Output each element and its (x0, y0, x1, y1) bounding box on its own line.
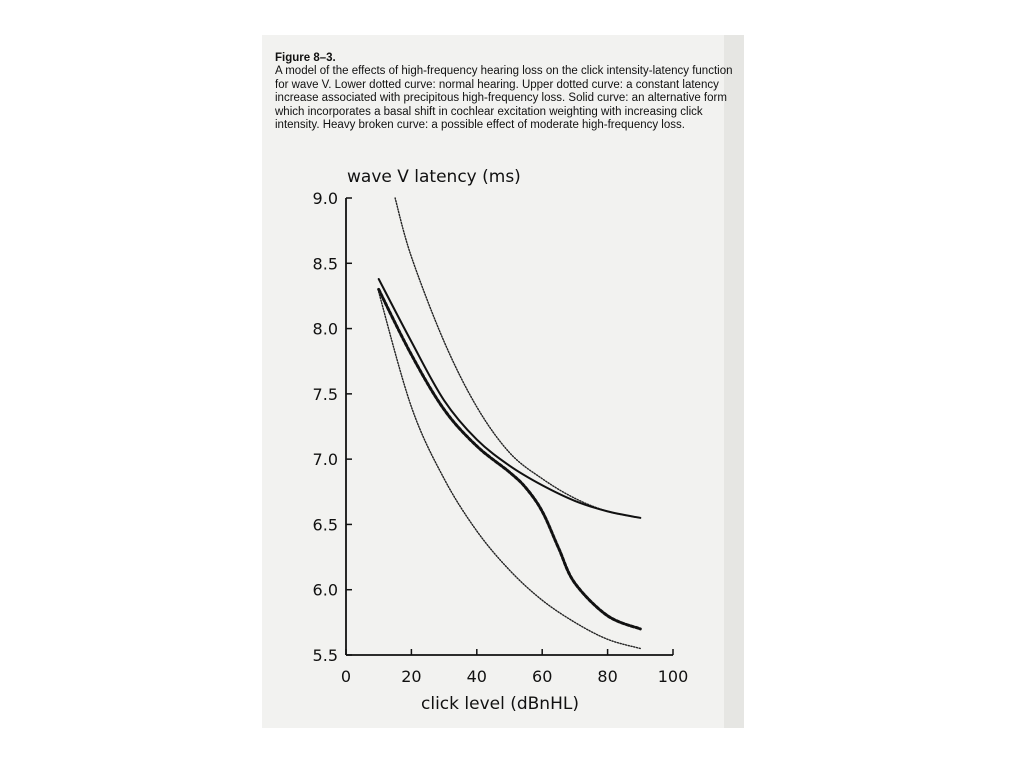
y-tick-label: 7.5 (312, 384, 338, 404)
axes (313, 189, 689, 686)
x-tick-label: 100 (657, 667, 689, 686)
x-axis-title: click level (dBnHL) (421, 694, 579, 714)
x-tick-label: 40 (466, 667, 487, 686)
x-tick-label: 60 (532, 667, 553, 686)
x-tick-label: 20 (401, 667, 422, 686)
y-tick-label: 9.0 (312, 189, 338, 208)
x-tick-label: 0 (340, 667, 352, 686)
figure-label: Figure 8–3. (275, 52, 336, 64)
y-tick-label: 6.5 (312, 515, 338, 535)
y-tick-label: 8.0 (312, 319, 338, 339)
series-line-solid-2 (379, 279, 641, 518)
x-tick-label: 80 (597, 667, 618, 686)
y-tick-label: 6.0 (312, 580, 338, 600)
series-line-dotted-1 (395, 198, 640, 518)
series-layer (379, 198, 641, 649)
y-axis-title: wave V latency (ms) (347, 167, 521, 187)
caption-text: A model of the effects of high-frequency hearing loss on the click intensity-latency function for wave V. Lower dotted curve: normal hearing. Upper dotted curve: a constant latency increase associated with precipitous high-frequency loss. Solid curve: an alternative form which incorporates a basal shift in cochlear excitation weighting with increasing click intensity. Heavy broken curve: a possible effect of moderate high-frequency loss. (275, 65, 733, 132)
series-line-heavy-broken-3 (379, 289, 641, 629)
y-tick-label: 7.0 (312, 450, 338, 470)
y-tick-label: 8.5 (312, 254, 338, 274)
y-tick-label: 5.5 (312, 646, 338, 665)
